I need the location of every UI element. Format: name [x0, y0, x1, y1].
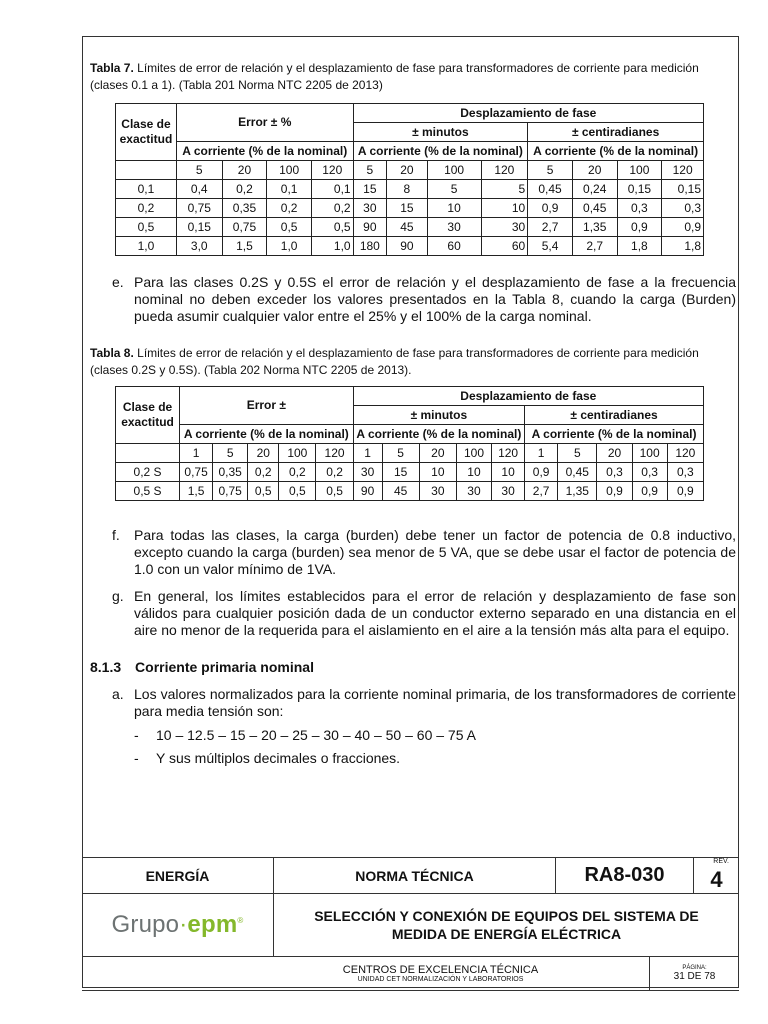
- footer-page-label: PÁGINA:: [682, 965, 707, 971]
- t7-cell: 0,15: [176, 218, 222, 237]
- t8-cell: 30: [419, 482, 456, 501]
- t8-cell: 0,2: [279, 463, 316, 482]
- t7-col: 100: [617, 161, 662, 180]
- t7-cell: 30: [427, 218, 481, 237]
- item-f: [90, 527, 736, 578]
- item-g: [90, 588, 736, 639]
- item-f-text: Para todas las clases, la carga (burden) debe tener un factor de potencia de 0.8 inductivo, excepto cuando la carga (burden) sea menor de 5 VA, que se debe usar el factor de potencia de 1.0 con un valor mínimo de 1VA.: [134, 527, 736, 577]
- t7-cell: 2,7: [528, 218, 573, 237]
- footer-row-2: [82, 894, 739, 957]
- section-number: 8.1.3: [90, 659, 122, 675]
- t8-col: 1: [525, 444, 558, 463]
- t8-cell: 30: [492, 482, 525, 501]
- t7-cell: 10: [481, 199, 528, 218]
- t8-cell: 30: [353, 463, 382, 482]
- item-a-label: a.: [112, 686, 124, 702]
- table-row: [116, 237, 704, 256]
- t7-cell: 0,75: [176, 199, 222, 218]
- table8-caption: [90, 345, 736, 379]
- t7-h-current-min: A corriente (% de la nominal): [353, 142, 528, 161]
- table-row: [116, 180, 704, 199]
- footer-rev-box: [694, 858, 739, 893]
- list-item-text: 10 – 12.5 – 15 – 20 – 25 – 30 – 40 – 50 – 60 – 75 A: [156, 727, 476, 743]
- t7-col: 100: [267, 161, 312, 180]
- t8-col: 5: [213, 444, 248, 463]
- t7-cell: 0,9: [662, 218, 704, 237]
- t7-h-phase: Desplazamiento de fase: [353, 104, 703, 123]
- t8-col: 5: [558, 444, 597, 463]
- t8-cell: 45: [382, 482, 419, 501]
- table-row: [116, 482, 704, 501]
- t8-cell: 0,3: [597, 463, 632, 482]
- t8-col: 100: [279, 444, 316, 463]
- list-item: [90, 750, 736, 767]
- footer-rev: 4: [710, 866, 723, 892]
- logo-reg: ®: [237, 916, 244, 925]
- t8-cell: 0,45: [558, 463, 597, 482]
- t8-cell: 0,75: [180, 463, 213, 482]
- t8-cell: 0,35: [213, 463, 248, 482]
- t8-h-centirad: ± centiradianes: [525, 406, 704, 425]
- t7-cell: 0,5: [311, 218, 353, 237]
- table7-caption: [90, 60, 736, 94]
- section-heading: [90, 659, 736, 675]
- t7-cell: 0,24: [572, 180, 617, 199]
- dash-bullet: -: [134, 750, 139, 766]
- t8-cell: 0,9: [597, 482, 632, 501]
- t8-cell: 0,2 S: [116, 463, 180, 482]
- t8-cell: 15: [382, 463, 419, 482]
- t8-col: 120: [492, 444, 525, 463]
- item-a-text: Los valores normalizados para la corriente nominal primaria, de los transformadores de corriente para media tensión son:: [134, 686, 736, 719]
- t8-cell: 0,5: [248, 482, 279, 501]
- t8-col-header-row: [116, 444, 704, 463]
- table7-caption-label: Tabla 7.: [90, 61, 134, 75]
- t8-col: 20: [248, 444, 279, 463]
- t8-cell: 0,5: [316, 482, 353, 501]
- item-g-text: En general, los límites establecidos para el error de relación y desplazamiento de fase son válidos para cualquier posición dada de un conductor externo separado en una distancia en el aire no menor de la requerida para el aislamiento en el aire a la tensión más alta para el equipo.: [134, 588, 736, 638]
- t7-col: 120: [311, 161, 353, 180]
- t8-col: 1: [353, 444, 382, 463]
- table8-caption-text: Límites de error de relación y el desplazamiento de fase para transformadores de corriente para medición (clases 0.2S y 0.5S). (Tabla 202 Norma NTC 2205 de 2013).: [90, 346, 699, 377]
- t8-cell: 0,9: [632, 482, 667, 501]
- table7-caption-text: Límites de error de relación y el desplazamiento de fase para transformadores de corriente para medición (clases 0.1 a 1). (Tabla 201 Norma NTC 2205 de 2013): [90, 61, 699, 92]
- t8-cell: 0,2: [248, 463, 279, 482]
- dash-bullet: -: [134, 727, 139, 743]
- section-title: Corriente primaria nominal: [135, 659, 314, 675]
- t8-h-current-crad: A corriente (% de la nominal): [525, 425, 704, 444]
- t8-h-current-min: A corriente (% de la nominal): [353, 425, 524, 444]
- footer-doc-type: NORMA TÉCNICA: [274, 858, 556, 893]
- t8-col: 120: [316, 444, 353, 463]
- footer-row-3: [82, 957, 739, 991]
- t8-cell: 0,5: [279, 482, 316, 501]
- t7-h-centirad: ± centiradianes: [528, 123, 704, 142]
- t7-cell: 10: [427, 199, 481, 218]
- t8-cell: 10: [456, 463, 491, 482]
- footer-center: [82, 957, 650, 990]
- t7-col: 120: [662, 161, 704, 180]
- t7-blank-cell: [116, 161, 177, 180]
- t7-cell: 0,5: [116, 218, 177, 237]
- t7-col: 20: [222, 161, 267, 180]
- t8-cell: 0,3: [667, 463, 703, 482]
- item-e-label: e.: [112, 274, 124, 290]
- t8-h-phase: Desplazamiento de fase: [353, 387, 703, 406]
- t7-h-class: Clase de exactitud: [116, 104, 177, 161]
- t7-cell: 30: [481, 218, 528, 237]
- t7-cell: 60: [481, 237, 528, 256]
- footer-code: RA8-030: [556, 858, 694, 893]
- document-footer: [82, 857, 739, 991]
- t7-cell: 5: [427, 180, 481, 199]
- t7-cell: 0,2: [311, 199, 353, 218]
- t8-h-error: Error ±: [180, 387, 354, 425]
- t7-cell: 0,2: [116, 199, 177, 218]
- t7-cell: 30: [353, 199, 387, 218]
- t8-col: 20: [419, 444, 456, 463]
- t8-cell: 0,9: [667, 482, 703, 501]
- t7-col: 20: [387, 161, 428, 180]
- t8-col: 120: [667, 444, 703, 463]
- t7-cell: 1,8: [617, 237, 662, 256]
- footer-center-line1: CENTROS DE EXCELENCIA TÉCNICA: [342, 964, 539, 976]
- table-row: [116, 218, 704, 237]
- footer-page: 31 DE 78: [673, 971, 716, 982]
- t7-cell: 1,35: [572, 218, 617, 237]
- item-e-text: Para las clases 0.2S y 0.5S el error de relación y el desplazamiento de fase a la frecuencia nominal no deben exceder los valores presentados en la Tabla 8, cuando la carga (Burden) pueda asumir cualquier valor entre el 25% y el 100% de la carga nominal.: [134, 274, 736, 324]
- table-row: [116, 463, 704, 482]
- t8-h-current-err: A corriente (% de la nominal): [180, 425, 354, 444]
- t7-cell: 0,15: [617, 180, 662, 199]
- footer-center-line2: UNIDAD CET NORMALIZACIÓN Y LABORATORIOS: [357, 976, 524, 983]
- item-g-label: g.: [112, 588, 124, 604]
- t7-cell: 1,5: [222, 237, 267, 256]
- t7-cell: 0,1: [311, 180, 353, 199]
- footer-page-box: [650, 957, 739, 990]
- logo-epm: epm: [187, 911, 238, 938]
- t7-h-current-err: A corriente (% de la nominal): [176, 142, 353, 161]
- t7-cell: 0,75: [222, 218, 267, 237]
- item-f-label: f.: [112, 527, 120, 543]
- t7-cell: 5: [481, 180, 528, 199]
- logo-dot: ·: [179, 911, 188, 938]
- t8-cell: 0,2: [316, 463, 353, 482]
- footer-logo: [82, 894, 274, 956]
- t7-cell: 90: [387, 237, 428, 256]
- t7-cell: 0,3: [662, 199, 704, 218]
- t7-col: 5: [353, 161, 387, 180]
- t7-cell: 15: [387, 199, 428, 218]
- t7-cell: 60: [427, 237, 481, 256]
- t7-cell: 0,45: [528, 180, 573, 199]
- t8-cell: 0,75: [213, 482, 248, 501]
- t8-col: 100: [456, 444, 491, 463]
- t8-cell: 0,9: [525, 463, 558, 482]
- t8-h-minutes: ± minutos: [353, 406, 524, 425]
- t7-cell: 1,0: [116, 237, 177, 256]
- t7-cell: 2,7: [572, 237, 617, 256]
- footer-area: ENERGÍA: [82, 858, 274, 893]
- t7-cell: 0,45: [572, 199, 617, 218]
- t7-cell: 180: [353, 237, 387, 256]
- t7-cell: 15: [353, 180, 387, 199]
- t7-col: 5: [176, 161, 222, 180]
- t7-cell: 0,9: [617, 218, 662, 237]
- t8-cell: 0,3: [632, 463, 667, 482]
- t7-col-header-row: [116, 161, 704, 180]
- t7-h-current-crad: A corriente (% de la nominal): [528, 142, 704, 161]
- t7-col: 100: [427, 161, 481, 180]
- t8-col: 20: [597, 444, 632, 463]
- table8-caption-label: Tabla 8.: [90, 346, 134, 360]
- t7-cell: 0,4: [176, 180, 222, 199]
- t8-cell: 2,7: [525, 482, 558, 501]
- t7-cell: 8: [387, 180, 428, 199]
- table8: [115, 386, 704, 501]
- t7-col: 120: [481, 161, 528, 180]
- list-item-text: Y sus múltiplos decimales o fracciones.: [156, 750, 401, 766]
- t8-blank-cell: [116, 444, 180, 463]
- page-content: [90, 60, 736, 767]
- footer-row-1: [82, 858, 739, 894]
- t7-cell: 0,1: [267, 180, 312, 199]
- t8-cell: 30: [456, 482, 491, 501]
- list-item: [90, 727, 736, 744]
- t8-col: 100: [632, 444, 667, 463]
- t7-cell: 0,5: [267, 218, 312, 237]
- t7-h-minutes: ± minutos: [353, 123, 528, 142]
- footer-rev-label: REV.: [713, 858, 729, 865]
- t7-cell: 0,2: [267, 199, 312, 218]
- t8-h-class: Clase de exactitud: [116, 387, 180, 444]
- t7-cell: 90: [353, 218, 387, 237]
- t8-cell: 10: [492, 463, 525, 482]
- t7-cell: 1,8: [662, 237, 704, 256]
- t7-cell: 5,4: [528, 237, 573, 256]
- t8-cell: 90: [353, 482, 382, 501]
- t7-cell: 0,15: [662, 180, 704, 199]
- t7-h-error: Error ± %: [176, 104, 353, 142]
- item-a: [90, 686, 736, 720]
- t7-cell: 0,9: [528, 199, 573, 218]
- t8-cell: 1,5: [180, 482, 213, 501]
- grupo-epm-logo: [112, 911, 244, 939]
- footer-title: SELECCIÓN Y CONEXIÓN DE EQUIPOS DEL SISTEMA DE MEDIDA DE ENERGÍA ELÉCTRICA: [314, 908, 699, 942]
- t7-cell: 0,1: [116, 180, 177, 199]
- t8-cell: 0,5 S: [116, 482, 180, 501]
- item-e: [90, 274, 736, 325]
- t7-cell: 45: [387, 218, 428, 237]
- logo-grupo: Grupo: [111, 911, 180, 938]
- t7-col: 20: [572, 161, 617, 180]
- table-row: [116, 199, 704, 218]
- t7-cell: 1,0: [267, 237, 312, 256]
- t7-cell: 3,0: [176, 237, 222, 256]
- t7-cell: 0,3: [617, 199, 662, 218]
- t7-col: 5: [528, 161, 573, 180]
- table7: [115, 103, 704, 256]
- t7-cell: 0,2: [222, 180, 267, 199]
- t7-cell: 1,0: [311, 237, 353, 256]
- t7-cell: 0,35: [222, 199, 267, 218]
- t8-col: 1: [180, 444, 213, 463]
- t8-cell: 1,35: [558, 482, 597, 501]
- t8-cell: 10: [419, 463, 456, 482]
- t8-col: 5: [382, 444, 419, 463]
